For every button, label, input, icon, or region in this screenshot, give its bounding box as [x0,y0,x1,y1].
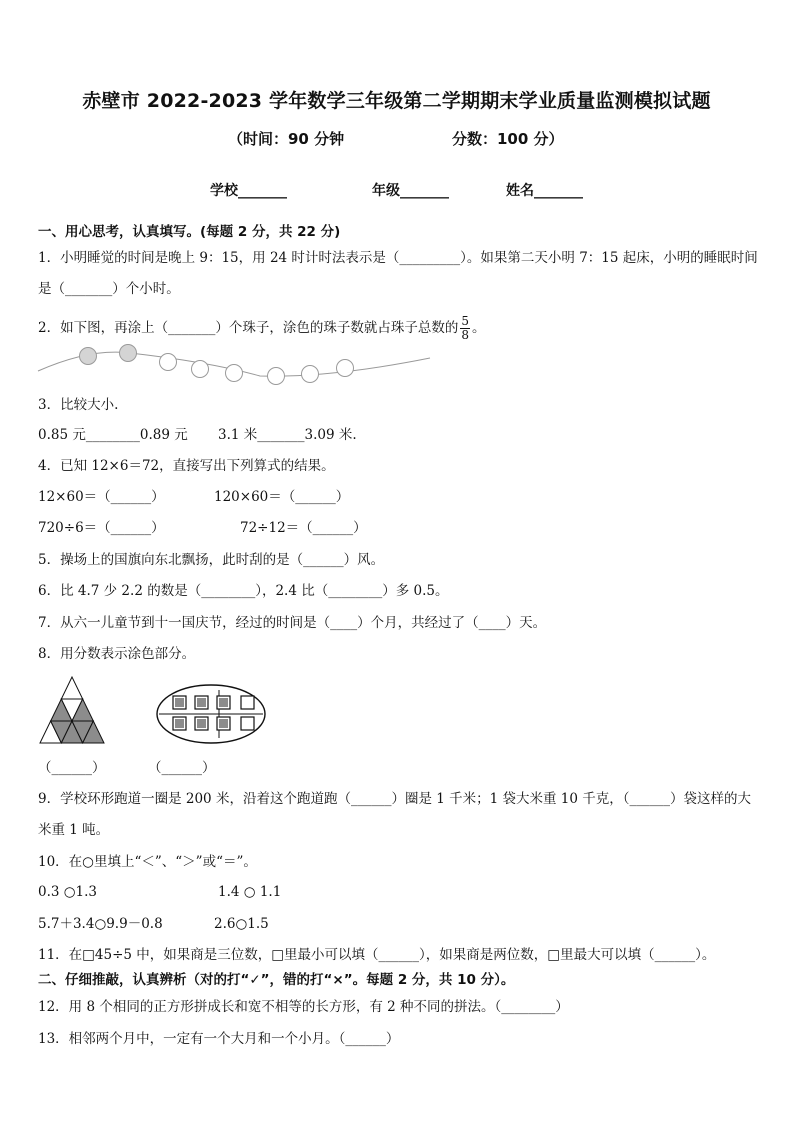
beads-group [80,345,354,385]
triangle-cells [40,677,104,743]
question-11: 11．在□45÷5 中，如果商是三位数，□里最小可以填（______），如果商是两位数，□里最大可以填（______）。 [38,947,716,963]
question-1-line-1: 1．小明睡觉的时间是晚上 9：15，用 24 时计时法表示是（_________）。如果第二天小明 7：15 起床，小明的睡眠时间 [38,250,758,266]
squares-ellipse-figure [155,684,267,744]
question-4-d: 72÷12＝（______） [240,520,367,536]
section-1-heading: 一、用心思考，认真填写。(每题 2 分，共 22 分) [38,224,341,240]
bead [120,345,137,362]
question-12: 12．用 8 个相同的正方形拼成长和宽不相等的长方形，有 2 种不同的拼法。（________） [38,999,569,1015]
question-10-a: 0.3 ○1.3 [38,884,98,900]
school-field: 学校_______ [210,183,287,199]
square-cell [241,696,254,709]
question-10-c: 5.7＋3.4○9.9－0.8 [38,916,163,932]
bead [337,360,354,377]
square-cell [241,717,254,730]
question-3: 3．比较大小. [38,397,119,413]
total-score: 分数：100 分） [452,130,564,148]
page-title: 赤壁市 2022-2023 学年数学三年级第二学期期末学业质量监测模拟试题 [82,90,711,112]
fraction-denominator: 8 [461,328,469,342]
bead [160,354,177,371]
bead [192,361,209,378]
question-2-text: 2．如下图，再涂上（_______）个珠子，涂色的珠子数就占珠子总数的 [38,320,459,336]
question-8-answer-1: （______） [38,760,106,776]
bead-string-figure [30,340,430,385]
question-7: 7．从六一儿童节到十一国庆节，经过的时间是（____）个月，共经过了（____）天。 [38,615,547,631]
square-shade [175,719,184,728]
question-8: 8．用分数表示涂色部分。 [38,646,196,662]
triangle-cell [61,677,82,699]
bead [268,368,285,385]
question-9-line-1: 9．学校环形跑道一圈是 200 米，沿着这个跑道跑（______）圈是 1 千米；1 袋大米重 10 千克，（______）袋这样的大 [38,791,752,807]
section-2-heading: 二、仔细推敲，认真辨析（对的打“✓”，错的打“×”。每题 2 分，共 10 分）。 [38,972,515,988]
question-13: 13．相邻两个月中，一定有一个大月和一个小月。（______） [38,1031,400,1047]
bead [80,348,97,365]
square-shade [219,719,228,728]
square-shade [197,719,206,728]
question-4: 4．已知 12×6＝72，直接写出下列算式的结果。 [38,458,335,474]
bead [226,365,243,382]
square-shade [219,698,228,707]
question-10-b: 1.4 ○ 1.1 [218,884,282,900]
question-4-b: 120×60＝（______） [214,489,350,505]
question-3-a: 0.85 元________0.89 元 [38,427,188,443]
question-2-end: 。 [471,320,486,336]
question-10-d: 2.6○1.5 [214,916,269,932]
question-3-b: 3.1 米_______3.09 米. [218,427,357,443]
square-shade [175,698,184,707]
question-6: 6．比 4.7 少 2.2 的数是（________），2.4 比（________）多 0.5。 [38,583,449,599]
question-4-a: 12×60＝（______） [38,489,165,505]
question-2 [38,315,485,342]
time-limit: （时间：90 分钟 [228,130,345,148]
triangle-figure [40,676,108,744]
question-10: 10．在○里填上“＜”、“＞”或“＝”。 [38,854,257,870]
question-8-answer-2: （______） [148,760,216,776]
square-shade [197,698,206,707]
square-cells [173,696,254,730]
fraction-numerator: 5 [461,314,469,328]
question-5: 5．操场上的国旗向东北飘扬，此时刮的是（______）风。 [38,552,385,568]
name-field: 姓名_______ [506,183,583,199]
grade-field: 年级_______ [372,183,449,199]
question-4-c: 720÷6＝（______） [38,520,165,536]
bead [302,366,319,383]
question-1-line-2: 是（_______）个小时。 [38,281,180,297]
question-9-line-2: 米重 1 吨。 [38,822,110,838]
fraction-five-eighths [460,315,470,342]
